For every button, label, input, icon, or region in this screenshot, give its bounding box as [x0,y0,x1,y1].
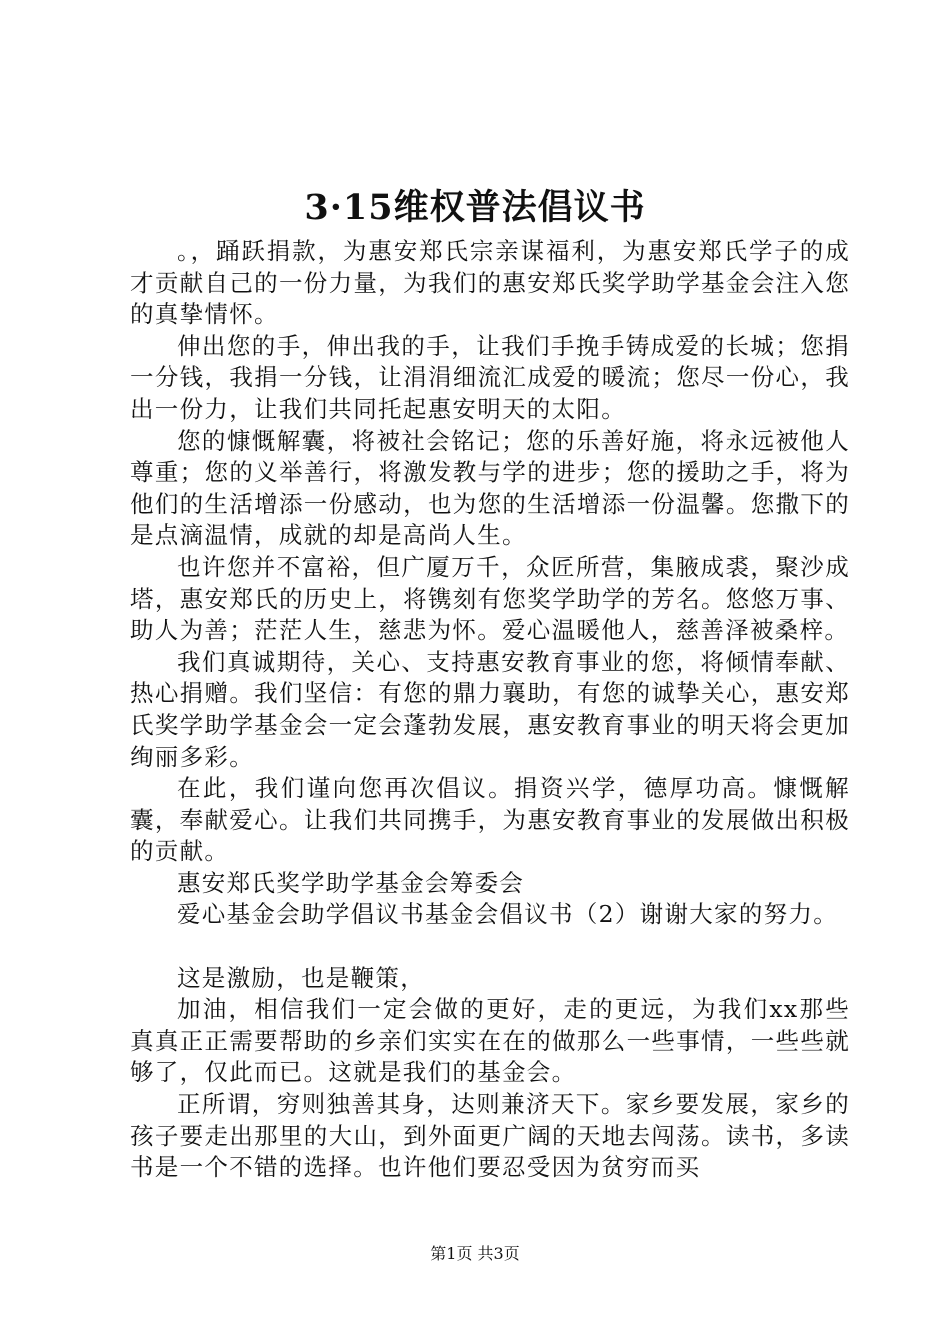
paragraph: 这是激励，也是鞭策， [177,963,425,992]
signature-line: 惠安郑氏奖学助学基金会筹委会 [177,868,525,897]
paragraph: 。，踊跃捐款，为惠安郑氏宗亲谋福利，为惠安郑氏学子的成才贡献自己的一份力量，为我们的惠安郑氏奖学助学基金会注入您的真挚情怀。 [130,237,850,329]
paragraph: 也许您并不富裕，但广厦万千，众匠所营，集腋成裘，聚沙成塔，惠安郑氏的历史上，将镌刻有您奖学助学的芳名。悠悠万事、助人为善；茫茫人生，慈悲为怀。爱心温暖他人，慈善泽被桑梓。 [130,552,850,645]
paragraph: 爱心基金会助学倡议书基金会倡议书（2）谢谢大家的努力。 [177,900,839,929]
blank-line [130,931,850,963]
document-title: 3·15维权普法倡议书 [304,187,646,228]
document-body [130,236,850,1184]
page-footer: 第1页 共3页 [430,1244,520,1263]
paragraph: 伸出您的手，伸出我的手，让我们手挽手铸成爱的长城；您捐一分钱，我捐一分钱，让涓涓细流汇成爱的暖流；您尽一份心，我出一份力，让我们共同托起惠安明天的太阳。 [130,331,850,423]
paragraph: 在此，我们谨向您再次倡议。捐资兴学，德厚功高。慷慨解囊，奉献爱心。让我们共同携手，为惠安教育事业的发展做出积极的贡献。 [130,774,850,866]
paragraph: 加油，相信我们一定会做的更好，走的更远，为我们xx那些真真正正需要帮助的乡亲们实实在在的做那么一些事情，一些些就够了，仅此而已。这就是我们的基金会。 [130,995,850,1087]
paragraph: 我们真诚期待，关心、支持惠安教育事业的您，将倾情奉献、热心捐赠。我们坚信：有您的鼎力襄助，有您的诚挚关心，惠安郑氏奖学助学基金会一定会蓬勃发展，惠安教育事业的明天将会更加绚丽多彩。 [130,647,850,771]
paragraph: 您的慷慨解囊，将被社会铭记；您的乐善好施，将永远被他人尊重；您的义举善行，将激发教与学的进步；您的援助之手，将为他们的生活增添一份感动，也为您的生活增添一份温馨。您撒下的是点滴温情，成就的却是高尚人生。 [130,426,850,550]
paragraph: 正所谓，穷则独善其身，达则兼济天下。家乡要发展，家乡的孩子要走出那里的大山，到外面更广阔的天地去闯荡。读书，多读书是一个不错的选择。也许他们要忍受因为贫穷而买 [130,1090,850,1182]
